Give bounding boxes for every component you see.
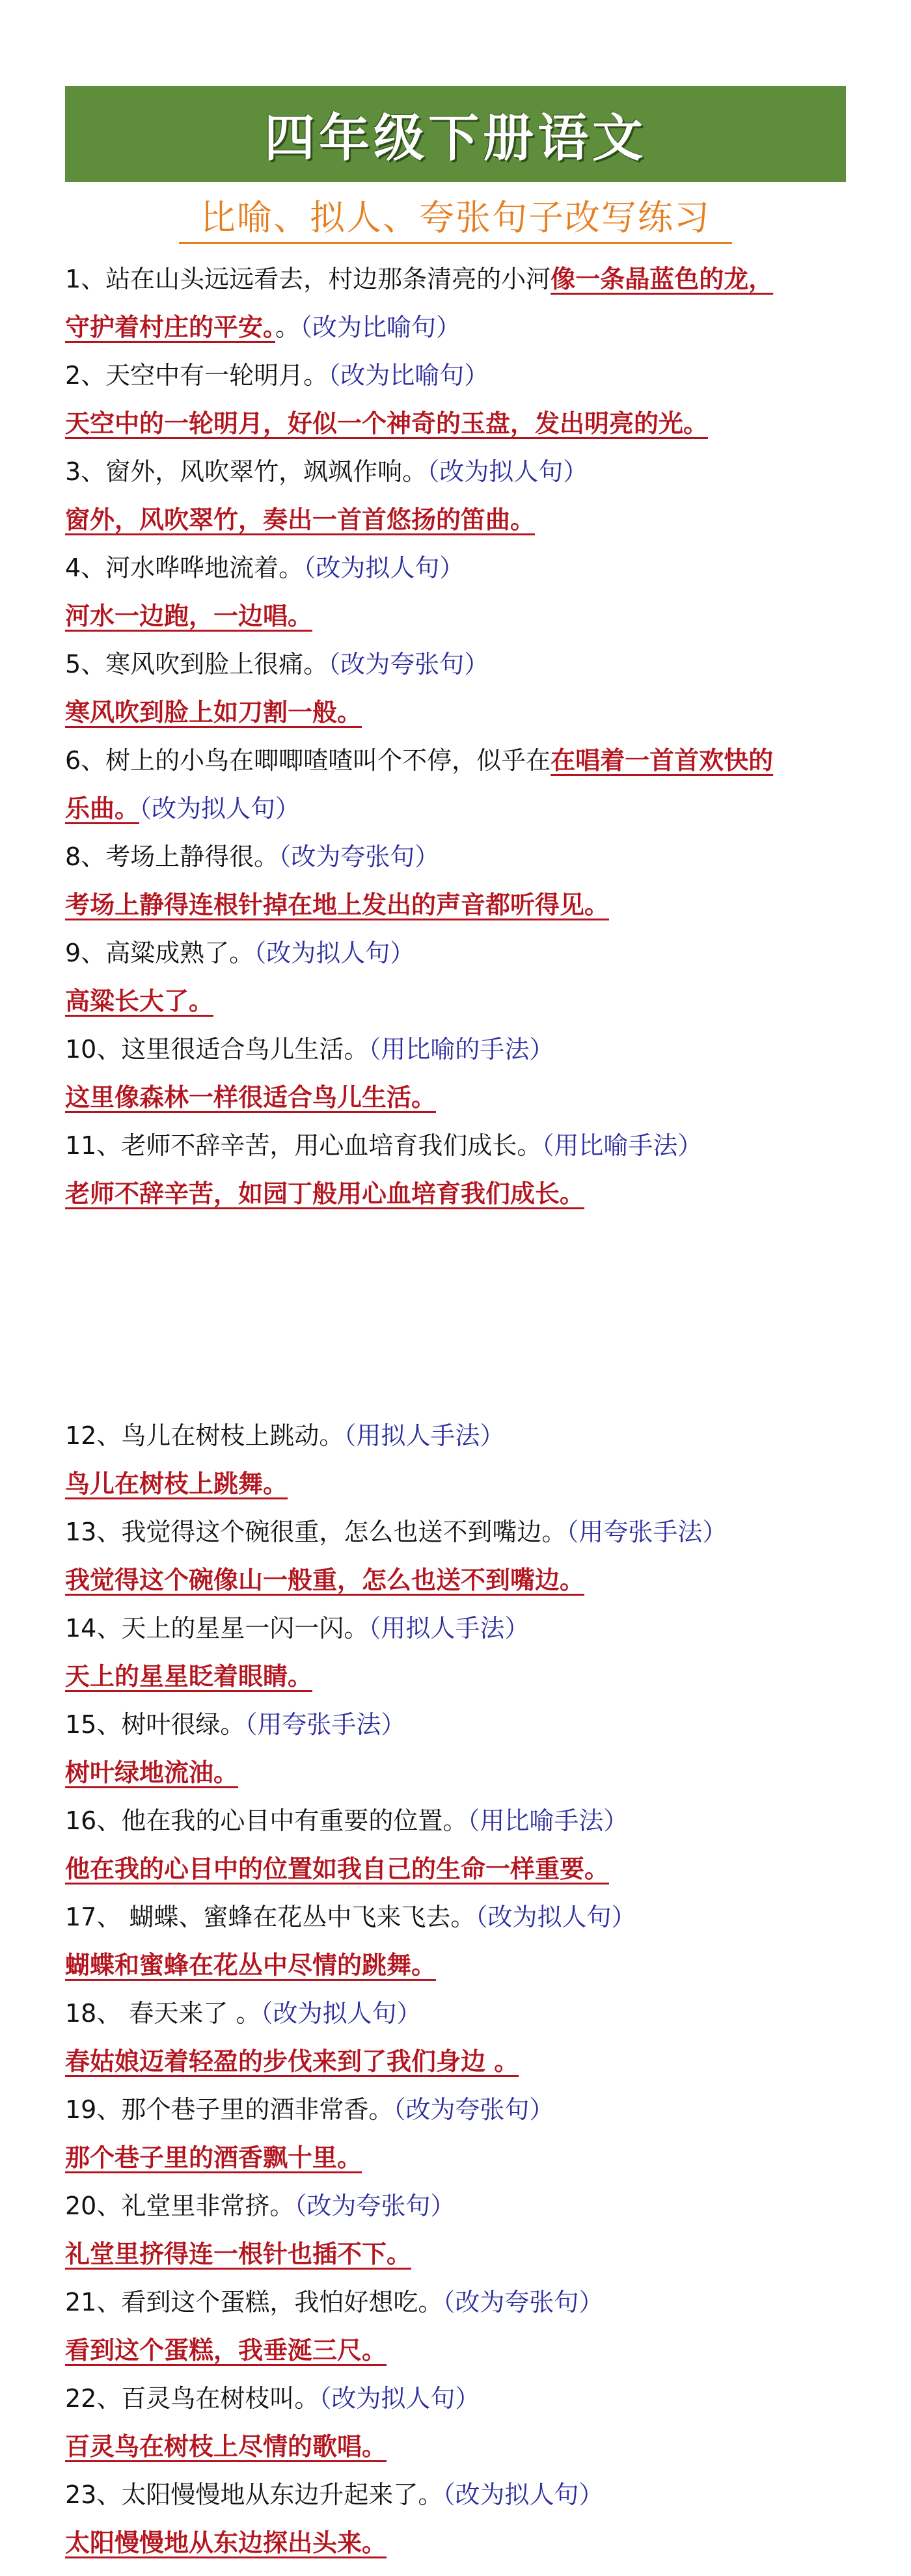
answer-line [65,1073,852,1121]
answer-line [65,1845,852,1893]
question-text: 。 [275,313,301,342]
question-text: 18、 春天来了 。 [65,1999,261,2028]
list-item [65,833,852,881]
instruction-hint: （改为拟人句） [254,939,415,967]
answer-text: 礼堂里挤得连一根针也插不下。 [65,2240,412,2268]
list-item [65,448,852,496]
instruction-hint: （改为比喻句） [328,361,489,390]
answer-text: 老师不辞辛苦，如园丁般用心血培育我们成长。 [65,1179,585,1208]
answer-text: 在唱着一首首欢快的 [551,746,774,775]
list-item-continuation [65,303,852,351]
list-item-continuation [65,785,852,833]
list-item [65,1989,852,2037]
list-item [65,1700,852,1749]
answer-line [65,496,852,544]
answer-text: 天上的星星眨着眼睛。 [65,1662,313,1691]
question-text: 9、高粱成熟了。 [65,939,254,967]
answer-text: 天空中的一轮明月，好似一个神奇的玉盘，发出明亮的光。 [65,409,709,438]
question-text: 3、窗外，风吹翠竹，飒飒作响。 [65,457,428,486]
question-text: 13、我觉得这个碗很重，怎么也送不到嘴边。 [65,1518,567,1546]
subtitle-underline [179,242,732,244]
list-item [65,2471,852,2519]
answer-text: 太阳慢慢地从东边探出头来。 [65,2529,387,2557]
answer-line [65,1460,852,1508]
question-text: 15、树叶很绿。 [65,1710,245,1739]
list-item [65,1121,852,1170]
instruction-hint: （改为拟人句） [139,794,301,823]
question-text: 10、这里很适合鸟儿生活。 [65,1035,369,1064]
answer-line [65,399,852,448]
answer-line [65,1652,852,1700]
answer-line [65,2134,852,2182]
instruction-hint: （改为拟人句） [303,554,465,582]
list-item [65,640,852,688]
question-text: 22、百灵鸟在树枝叫。 [65,2384,320,2413]
question-text: 16、他在我的心目中有重要的位置。 [65,1806,468,1835]
answer-text: 窗外，风吹翠竹，奏出一首首悠扬的笛曲。 [65,505,536,534]
instruction-hint: （用拟人手法） [344,1421,505,1450]
answer-text: 春姑娘迈着轻盈的步伐来到了我们身边 。 [65,2047,519,2076]
instruction-hint: （改为夸张句） [294,2192,456,2220]
exercise-list [65,255,852,2567]
answer-text: 看到这个蛋糕，我垂涎三尺。 [65,2336,387,2365]
answer-line [65,2519,852,2567]
instruction-hint: （改为夸张句） [442,2288,604,2316]
list-item [65,1797,852,1845]
list-item [65,1508,852,1556]
page-subtitle: 比喻、拟人、夸张句子改写练习 [200,197,711,238]
answer-line [65,977,852,1025]
answer-text: 高粱长大了。 [65,987,214,1015]
answer-line [65,2422,852,2471]
answer-text: 他在我的心目中的位置如我自己的生命一样重要。 [65,1855,610,1883]
question-text: 20、礼堂里非常挤。 [65,2192,295,2220]
instruction-hint: （改为比喻句） [300,313,461,342]
instruction-hint: （改为拟人句） [442,2480,604,2509]
answer-line [65,688,852,736]
answer-text: 树叶绿地流油。 [65,1758,239,1787]
list-item [65,1604,852,1652]
answer-line [65,2230,852,2278]
answer-text: 我觉得这个碗像山一般重，怎么也送不到嘴边。 [65,1566,585,1594]
instruction-hint: （用比喻手法） [541,1131,703,1160]
instruction-hint: （改为夸张句） [328,650,489,678]
instruction-hint: （用夸张手法） [245,1710,406,1739]
answer-text: 河水一边跑，一边唱。 [65,602,313,630]
answer-line [65,592,852,640]
question-text: 8、考场上静得很。 [65,842,279,871]
question-text: 12、鸟儿在树枝上跳动。 [65,1421,344,1450]
instruction-hint: （用拟人手法） [368,1614,530,1643]
answer-text: 乐曲。 [65,794,140,823]
answer-text: 像一条晶蓝色的龙， [551,265,774,293]
answer-text: 这里像森林一样很适合鸟儿生活。 [65,1083,437,1112]
answer-text: 那个巷子里的酒香飘十里。 [65,2143,362,2172]
list-item [65,1893,852,1941]
answer-line [65,2037,852,2086]
question-text: 4、河水哗哗地流着。 [65,554,304,582]
question-text: 17、 蝴蝶、蜜蜂在花丛中飞来飞去。 [65,1903,476,1931]
instruction-hint: （用比喻手法） [467,1806,629,1835]
list-item [65,1412,852,1460]
instruction-hint: （改为拟人句） [475,1903,636,1931]
question-text: 23、太阳慢慢地从东边升起来了。 [65,2480,443,2509]
instruction-hint: （改为夸张句） [393,2095,554,2124]
list-item [65,2086,852,2134]
answer-text: 鸟儿在树枝上跳舞。 [65,1469,288,1498]
answer-text: 百灵鸟在树枝上尽情的歌唱。 [65,2432,387,2461]
instruction-hint: （改为夸张句） [279,842,440,871]
list-item [65,2182,852,2230]
list-item [65,736,852,785]
blank-gap [65,1218,852,1412]
answer-line [65,2326,852,2374]
question-text: 1、站在山头远远看去，村边那条清亮的小河 [65,265,551,293]
list-item [65,351,852,399]
question-text: 14、天上的星星一闪一闪。 [65,1614,369,1643]
question-text: 5、寒风吹到脸上很痛。 [65,650,329,678]
instruction-hint: （用比喻的手法） [368,1035,554,1064]
list-item [65,2278,852,2326]
question-text: 21、看到这个蛋糕，我怕好想吃。 [65,2288,443,2316]
answer-line [65,881,852,929]
page-title: 四年级下册语文 [264,109,647,168]
answer-line [65,1941,852,1989]
list-item [65,929,852,977]
list-item [65,1025,852,1073]
title-banner [65,86,846,182]
list-item [65,255,852,303]
instruction-hint: （改为拟人句） [427,457,588,486]
question-text: 2、天空中有一轮明月。 [65,361,329,390]
list-item [65,544,852,592]
answer-line [65,1170,852,1218]
instruction-hint: （用夸张手法） [566,1518,727,1546]
list-item [65,2374,852,2422]
answer-text: 守护着村庄的平安。 [65,313,276,342]
answer-line [65,1749,852,1797]
instruction-hint: （改为拟人句） [260,1999,422,2028]
answer-line [65,1556,852,1604]
answer-text: 寒风吹到脸上如刀割一般。 [65,698,362,727]
answer-text: 蝴蝶和蜜蜂在花丛中尽情的跳舞。 [65,1951,437,1979]
question-text: 11、老师不辞辛苦，用心血培育我们成长。 [65,1131,542,1160]
answer-text: 考场上静得连根针掉在地上发出的声音都听得见。 [65,891,610,919]
question-text: 6、树上的小鸟在唧唧喳喳叫个不停，似乎在 [65,746,551,775]
instruction-hint: （改为拟人句） [319,2384,480,2413]
question-text: 19、那个巷子里的酒非常香。 [65,2095,394,2124]
